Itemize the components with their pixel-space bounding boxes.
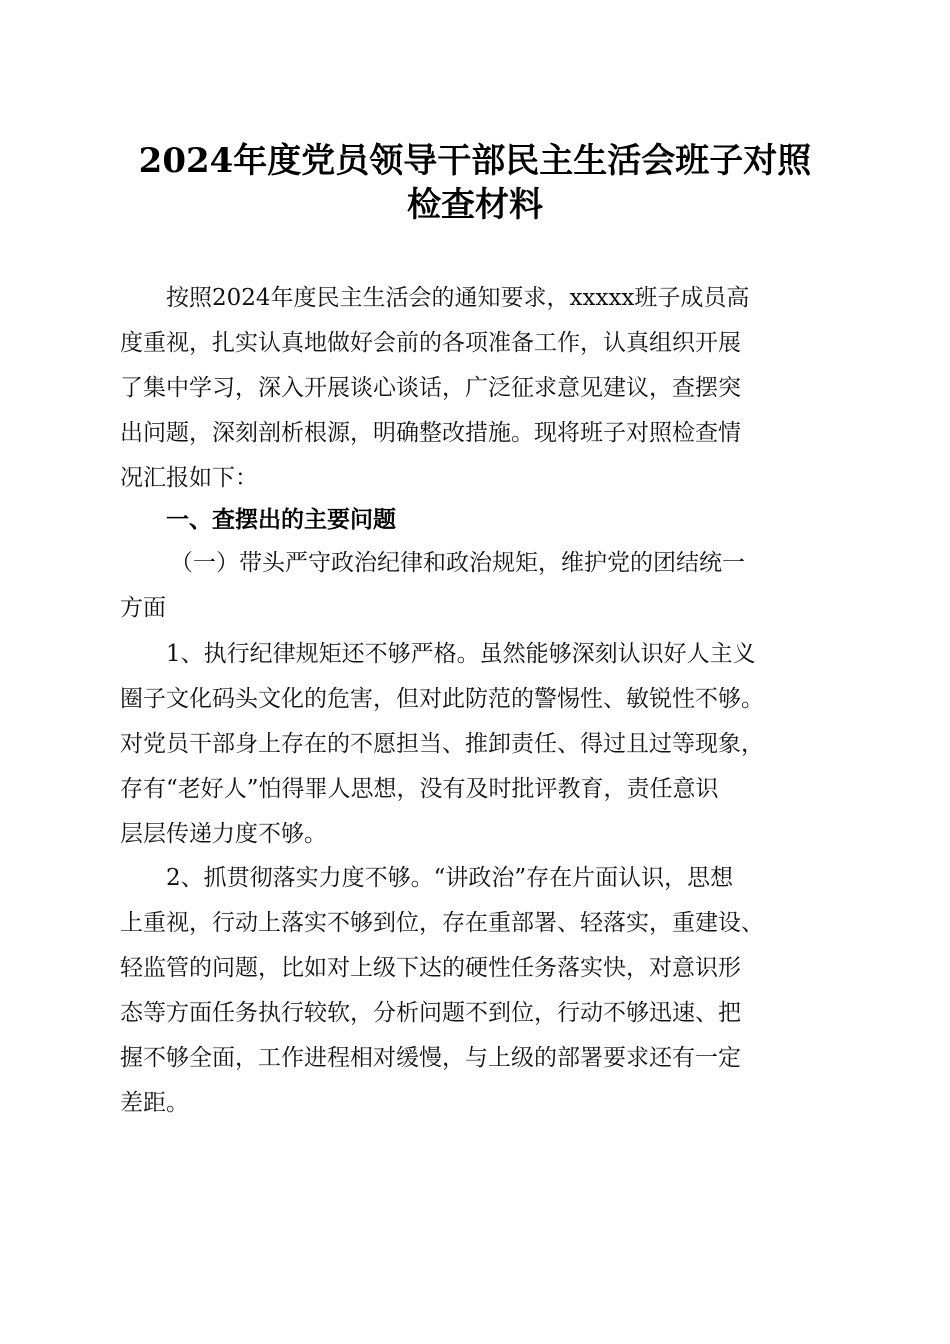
- intro-line: 出问题，深刻剖析根源，明确整改措施。现将班子对照检查情: [120, 420, 741, 446]
- intro-line: 按照2024年度民主生活会的通知要求，xxxxx班子成员高: [166, 285, 750, 311]
- intro-line: 况汇报如下：: [120, 465, 258, 491]
- item-1-line: 1、执行纪律规矩还不够严格。虽然能够深刻认识好人主义: [166, 641, 756, 667]
- intro-line: 度重视，扎实认真地做好会前的各项准备工作，认真组织开展: [120, 330, 741, 356]
- item-2-line: 差距。: [120, 1090, 189, 1116]
- intro-line: 了集中学习，深入开展谈心谈话，广泛征求意见建议，查摆突: [120, 375, 741, 401]
- subsection-1-heading: [120, 541, 832, 631]
- item-2-paragraph: [120, 856, 832, 1126]
- item-1-line: 圈子文化码头文化的危害，但对此防范的警惕性、敏锐性不够。: [120, 686, 764, 712]
- intro-paragraph: [120, 276, 832, 501]
- item-2-line: 上重视，行动上落实不够到位，存在重部署、轻落实，重建设、: [120, 910, 764, 936]
- item-1-line: 层层传递力度不够。: [120, 821, 327, 847]
- item-2-line: 态等方面任务执行较软，分析问题不到位，行动不够迅速、把: [120, 1000, 741, 1026]
- item-1-line: 对党员干部身上存在的不愿担当、推卸责任、得过且过等现象，: [120, 731, 764, 757]
- document-title-line-2: 检查材料: [407, 185, 543, 225]
- subsection-1-line: 方面: [120, 595, 166, 621]
- item-1-paragraph: [120, 632, 832, 857]
- item-1-line: 存有“老好人”怕得罪人思想，没有及时批评教育，责任意识: [120, 776, 719, 802]
- document-title-line-1: 2024年度党员领导干部民主生活会班子对照: [138, 141, 812, 181]
- item-2-line: 轻监管的问题，比如对上级下达的硬性任务落实快，对意识形: [120, 955, 741, 981]
- section-1-heading: 一、查摆出的主要问题: [166, 507, 396, 533]
- item-2-line: 2、抓贯彻落实力度不够。“讲政治”存在片面认识，思想: [166, 865, 734, 891]
- item-2-line: 握不够全面，工作进程相对缓慢，与上级的部署要求还有一定: [120, 1045, 741, 1071]
- subsection-1-line: （一）带头严守政治纪律和政治规矩，维护党的团结统一: [170, 550, 745, 576]
